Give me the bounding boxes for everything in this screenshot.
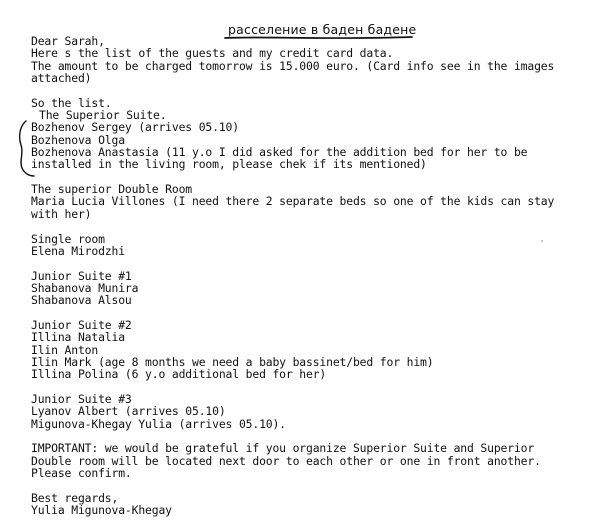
guest-line: Shabanova Munira [31,280,139,295]
important-line-3: Please confirm. [31,466,132,481]
section-title-superior-double: The superior Double Room [31,182,192,197]
important-line-1: IMPORTANT: we would be grateful if you organize Superior Suite and Superior [31,441,535,456]
section-title-single: Single room [31,231,105,246]
spacer [31,479,593,491]
section-title-junior-2: Junior Suite #2 [31,317,132,332]
guest-line: Bozhenova Anastasia (11 y.o I did asked for the addition bed for her to be [31,145,528,160]
guest-line: installed in the living room, please chek if its mentioned) [31,157,427,172]
section-title-junior-1: Junior Suite #1 [31,268,132,283]
intro-line-1: Here s the list of the guests and my credit card data. [31,46,394,61]
list-heading: So the list. [31,95,112,110]
guest-line: Elena Mirodzhi [31,243,125,258]
guest-line: Ilin Mark (age 8 months we need a baby bassinet/bed for him) [31,354,434,369]
spacer [31,257,593,269]
guest-line: Illina Polina (6 y.o additional bed for her) [31,367,327,382]
important-line-2: Double room will be located next door to each other or one in front another. [31,453,541,468]
guest-line: Migunova-Khegay Yulia (arrives 05.10). [31,416,286,431]
guest-line: Maria Lucia Villones (I need there 2 separate beds so one of the kids can stay [31,194,555,209]
spacer [31,220,593,232]
spacer [31,84,593,96]
guest-line: Ilin Anton [31,342,99,357]
guest-line: Bozhenova Olga [31,132,125,147]
salutation: Dear Sarah, [31,34,105,48]
section-title-superior-suite: The Superior Suite. [39,108,167,123]
intro-line-2: The amount to be charged tomorrow is 15.000 euro. (Card info see in the images [31,58,555,73]
signature: Yulia Migunova-Khegay [31,503,172,518]
handwritten-title: расселение в баден бадене [228,22,417,37]
guest-line: Shabanova Alsou [31,293,132,308]
guest-line: Lyanov Albert (arrives 05.10) [31,404,226,419]
guest-line: Illina Natalia [31,330,125,345]
guest-line: Bozhenov Sergey (arrives 05.10) [31,120,239,135]
closing: Best regards, [31,490,119,505]
guest-line: with her) [31,206,92,221]
letter-body [31,35,593,516]
section-title-junior-3: Junior Suite #3 [31,391,132,406]
intro-line-3: attached) [31,71,92,86]
